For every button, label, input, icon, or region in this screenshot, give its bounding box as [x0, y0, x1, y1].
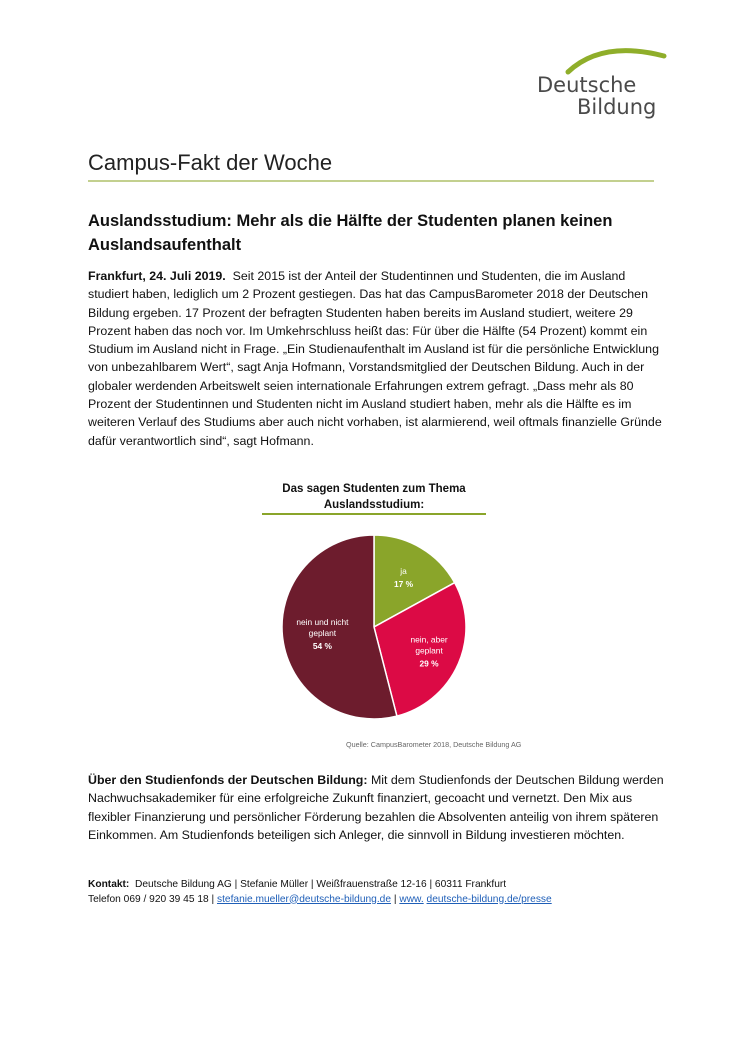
www-link[interactable]: www. [399, 893, 424, 905]
page-title: Campus-Fakt der Woche [88, 150, 333, 175]
press-website-link[interactable]: deutsche-bildung.de/presse [426, 893, 552, 905]
pie-slice-label-2-0: nein und nicht [296, 617, 349, 628]
contact-label: Kontakt: [88, 879, 130, 890]
pie-slice-value-1: 29 % [419, 658, 439, 669]
contact-phone: Telefon 069 / 920 39 45 18 | [88, 893, 215, 905]
fund-text: Mit dem Studienfonds der Deutschen Bildung werden Nachwuchsakademiker für eine erfolgreiche Zukunft finanziert, gecoacht und vernetzt. Den Mix aus flexibler Finanzierung und persönlicher Förderung bezahlen die Absolventen anteilig von ihrem späteren Einkommen. Am Studienfonds beteiligen sich Anleger, die sinnvoll in Bildung investieren möchten. [88, 773, 664, 842]
contact-line-2 [88, 893, 688, 908]
contact-separator: | [393, 893, 397, 905]
fund-paragraph [88, 771, 666, 844]
chart-title-line-1: Das sagen Studenten zum Thema [282, 483, 466, 495]
logo-line-bildung: Bildung [577, 95, 657, 119]
pie-slice-value-0: 17 % [393, 579, 414, 590]
article-body-text: Seit 2015 ist der Anteil der Studentinnen und Studenten, die im Ausland studiert haben, lediglich um 2 Prozent gestiegen. Das hat das CampusBarometer 2018 der Deutschen Bildung ergeben. 17 Prozent der befragten Studenten haben bereits im Ausland studiert, weitere 29 Prozent haben das noch vor. Im Umkehrschluss heißt das: Für über die Hälfte (54 Prozent) kommt ein Studium im Ausland nicht in Frage. „Ein Studienaufenthalt im Ausland ist für die persönliche Entwicklung von unbezahlbarem Wert“, sagt Anja Hofmann, Vorstandsmitglied der Deutschen Bildung. Auch in der globaler werdenden Arbeitswelt seien internationale Erfahrungen extrem gefragt. „Dass mehr als 80 Prozent der Studentinnen und Studenten nicht im Ausland studiert haben, mehr als die Hälfte es im weiteren Verlauf des Studiums aber auch nicht vorhaben, ist alarmierend, weil oftmals finanzielle Gründe dafür verantwortlich sind“, sagt Hofmann. [88, 269, 662, 448]
fund-heading: Über den Studienfonds der Deutschen Bildung: [88, 773, 368, 787]
dateline: Frankfurt, 24. Juli 2019. [88, 269, 226, 283]
contact-address: Deutsche Bildung AG | Stefanie Müller | Weißfrauenstraße 12-16 | 60311 Frankfurt [134, 879, 507, 890]
contact-email-link[interactable]: stefanie.mueller@deutsche-bildung.de [216, 893, 391, 905]
article-headline: Auslandsstudium: Mehr als die Hälfte der Studenten planen keinen Auslandsaufenthalt [88, 212, 613, 254]
chart-source: Quelle: CampusBarometer 2018, Deutsche Bildung AG [346, 740, 522, 749]
contact-block [88, 878, 688, 907]
pie-slice-label-1-1: geplant [415, 645, 443, 656]
chart-title-line-2: Auslandsstudium: [323, 499, 425, 511]
pie-slice-label-1-0: nein, aber [410, 634, 448, 645]
contact-line-1 [88, 878, 688, 893]
pie-slice-label-2-1: geplant [308, 628, 337, 639]
pie-slice-label-0-0: ja [400, 566, 407, 577]
logo-line-deutsche: Deutsche [537, 73, 637, 97]
pie-slice-value-2: 54 % [312, 641, 332, 652]
